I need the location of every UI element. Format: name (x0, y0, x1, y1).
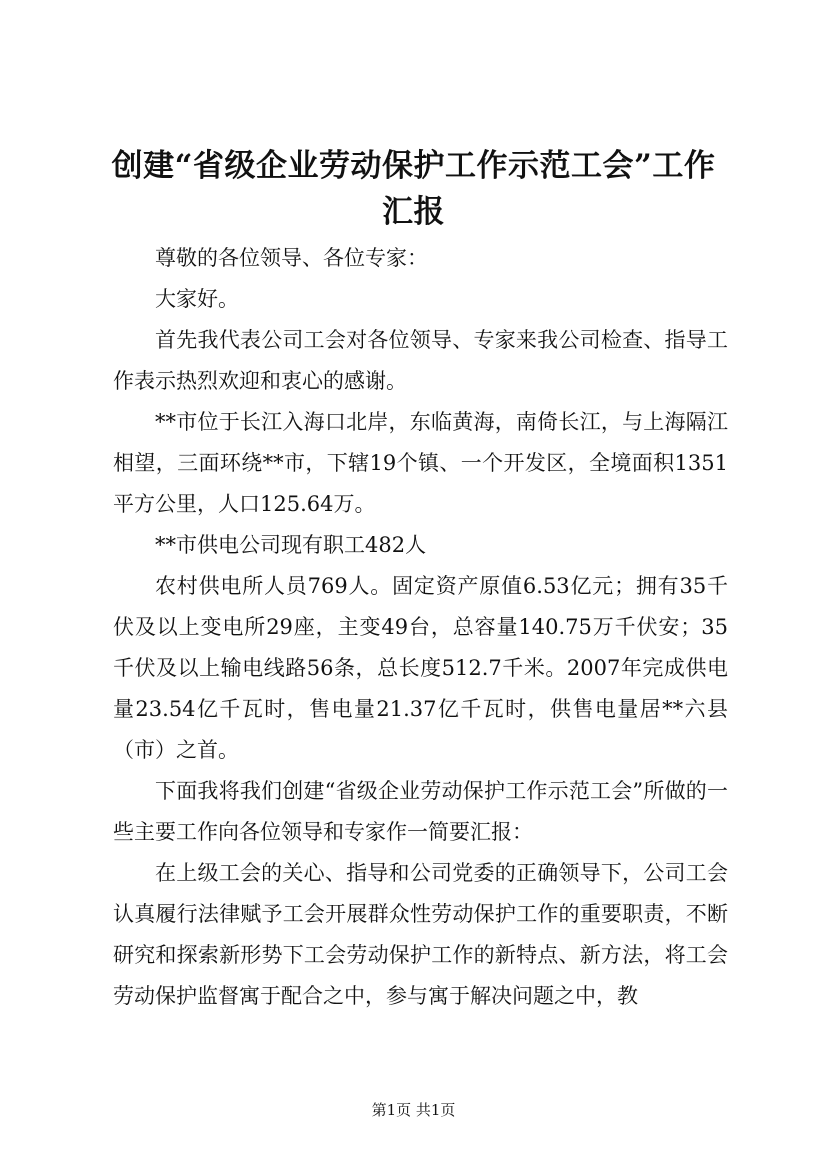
paragraph-union-work: 在上级工会的关心、指导和公司党委的正确领导下，公司工会认真履行法律赋予工会开展群众性劳动保护工作的重要职责，不断研究和探索新形势下工会劳动保护工作的新特点、新方法，将工会劳动保护监督寓于配合之中，参与寓于解决问题之中，教 (113, 861, 728, 1008)
document-title: 创建“省级企业劳动保护工作示范工会”工作汇报 (111, 148, 716, 230)
document-body (113, 238, 728, 1017)
paragraph-hello: 大家好。 (155, 287, 239, 311)
paragraph-staff-count: **市供电公司现有职工482人 (155, 533, 427, 557)
paragraph-report-intro: 下面我将我们创建“省级企业劳动保护工作示范工会”所做的一些主要工作向各位领导和专家作一简要汇报： (113, 779, 728, 844)
paragraph-assets: 农村供电所人员769人。固定资产原值6.53亿元；拥有35千伏及以上变电所29座，主变49台，总容量140.75万千伏安；35千伏及以上输电线路56条，总长度512.7千米。2007年完成供电量23.54亿千瓦时，售电量21.37亿千瓦时，供售电量居**六县（市）之首。 (113, 574, 728, 762)
page-footer: 第1页 共1页 (371, 1101, 456, 1119)
paragraph-greeting: 尊敬的各位领导、各位专家： (155, 246, 428, 270)
paragraph-city-overview: **市位于长江入海口北岸，东临黄海，南倚长江，与上海隔江相望，三面环绕**市，下辖19个镇、一个开发区，全境面积1351平方公里，人口125.64万。 (113, 410, 728, 516)
paragraph-welcome: 首先我代表公司工会对各位领导、专家来我公司检查、指导工作表示热烈欢迎和衷心的感谢。 (113, 328, 728, 393)
